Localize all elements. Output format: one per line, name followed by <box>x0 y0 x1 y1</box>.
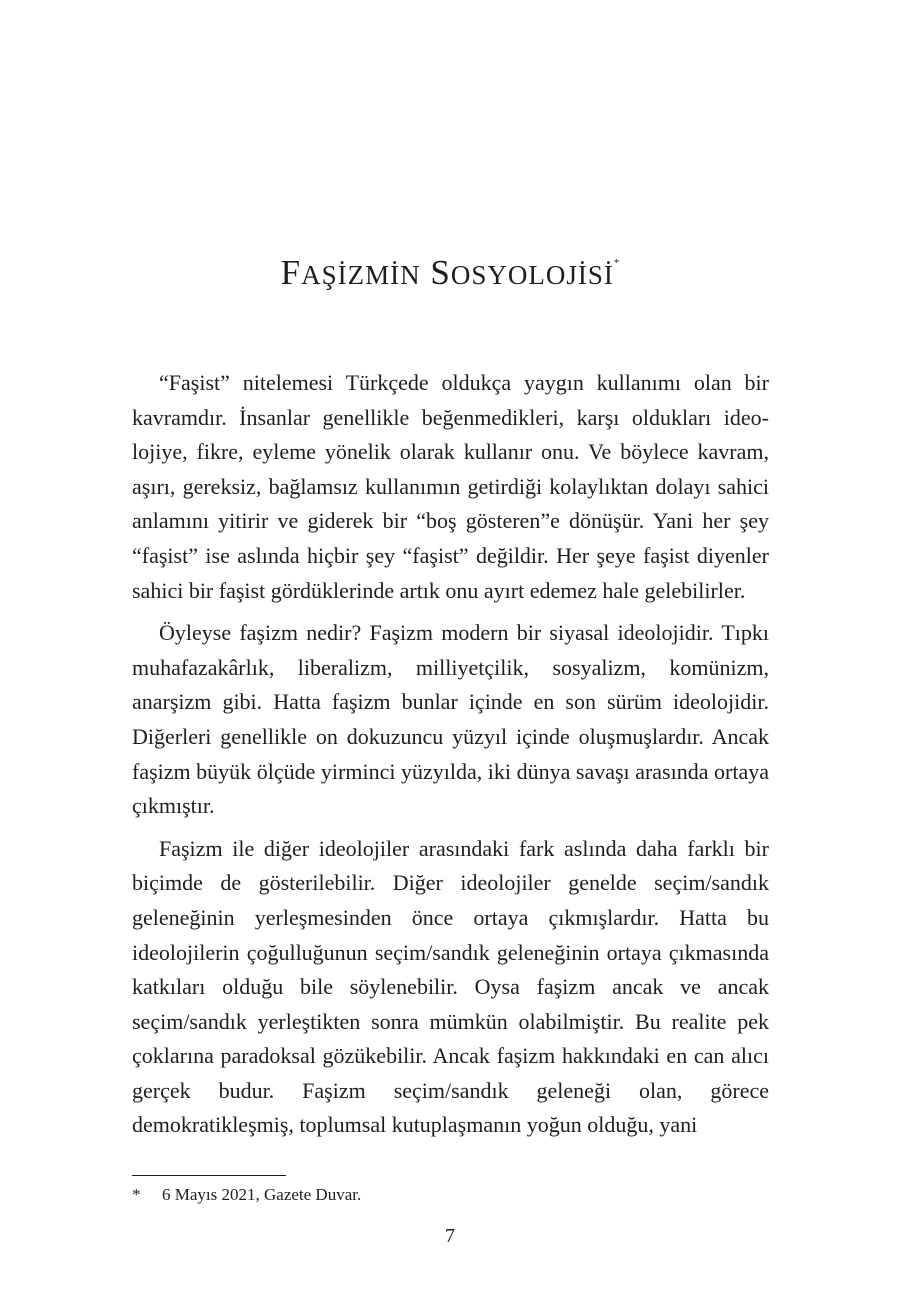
footnote-marker: * <box>132 1185 141 1204</box>
title-initial-2: S <box>430 253 451 292</box>
page-number: 7 <box>445 1225 455 1247</box>
chapter-body <box>132 366 769 1151</box>
title-rest-1: AŞİZMİN <box>301 260 421 290</box>
footnote-reference-mark: * <box>613 257 620 269</box>
footnote <box>132 1184 769 1206</box>
paragraph-2: Öyleyse faşizm nedir? Faşizm modern bir siyasal ideolojidir. Tıpkı muhafazakârlık, liberalizm, milliyetçilik, sosyalizm, komünizm, anarşizm gibi. Hatta faşizm bunlar içinde en son sürüm ideolojidir. Diğerleri genellikle on dokuzuncu yüzyıl içinde oluşmuşlardır. Ancak faşizm büyük ölçüde yirminci yüzyılda, iki dünya savaşı arasında ortaya çıkmıştır. <box>132 620 769 819</box>
chapter-title <box>0 253 900 293</box>
footnote-text: 6 Mayıs 2021, Gazete Duvar. <box>162 1185 362 1204</box>
paragraph-1: “Faşist” nitelemesi Türkçede oldukça yaygın kullanımı olan bir kavramdır. İnsanlar genellikle beğenmedikleri, karşı oldukları ideolojiye, fikre, eyleme yönelik olarak kullanır onu. Ve böylece kavram, aşırı, gereksiz, bağlamsız kullanımın getirdiği kolaylıktan dolayı sahici anlamını yitirir ve giderek bir “boş gösteren”e dönüşür. Yani her şey “faşist” ise aslında hiçbir şey “faşist” değildir. Her şeye faşist diyenler sahici bir faşist gördüklerinde artık onu ayırt edemez hale gelebilirler. <box>132 370 769 603</box>
footnote-divider <box>132 1175 286 1176</box>
title-initial-1: F <box>280 253 302 292</box>
title-rest-2: OSYOLOJİSİ <box>450 260 614 290</box>
paragraph-3: Faşizm ile diğer ideolojiler arasındaki fark aslında daha farklı bir biçimde de gösterilebilir. Diğer ideolojiler genelde seçim/sandık geleneğinin yerleşmesinden önce ortaya çıkmışlardır. Hatta bu ideolojilerin çoğulluğunun seçim/sandık geleneğinin ortaya çıkmasında katkıları olduğu bile söylenebilir. Oysa faşizm ancak ve ancak seçim/sandık yerleştikten sonra mümkün olabilmiştir. Bu realite pek çoklarına paradoksal gözükebilir. Ancak faşizm hakkındaki en can alıcı gerçek budur. Faşizm seçim/sandık geleneği olan, görece demokratikleşmiş, toplumsal kutuplaşmanın yoğun olduğu, yani <box>132 835 769 1138</box>
